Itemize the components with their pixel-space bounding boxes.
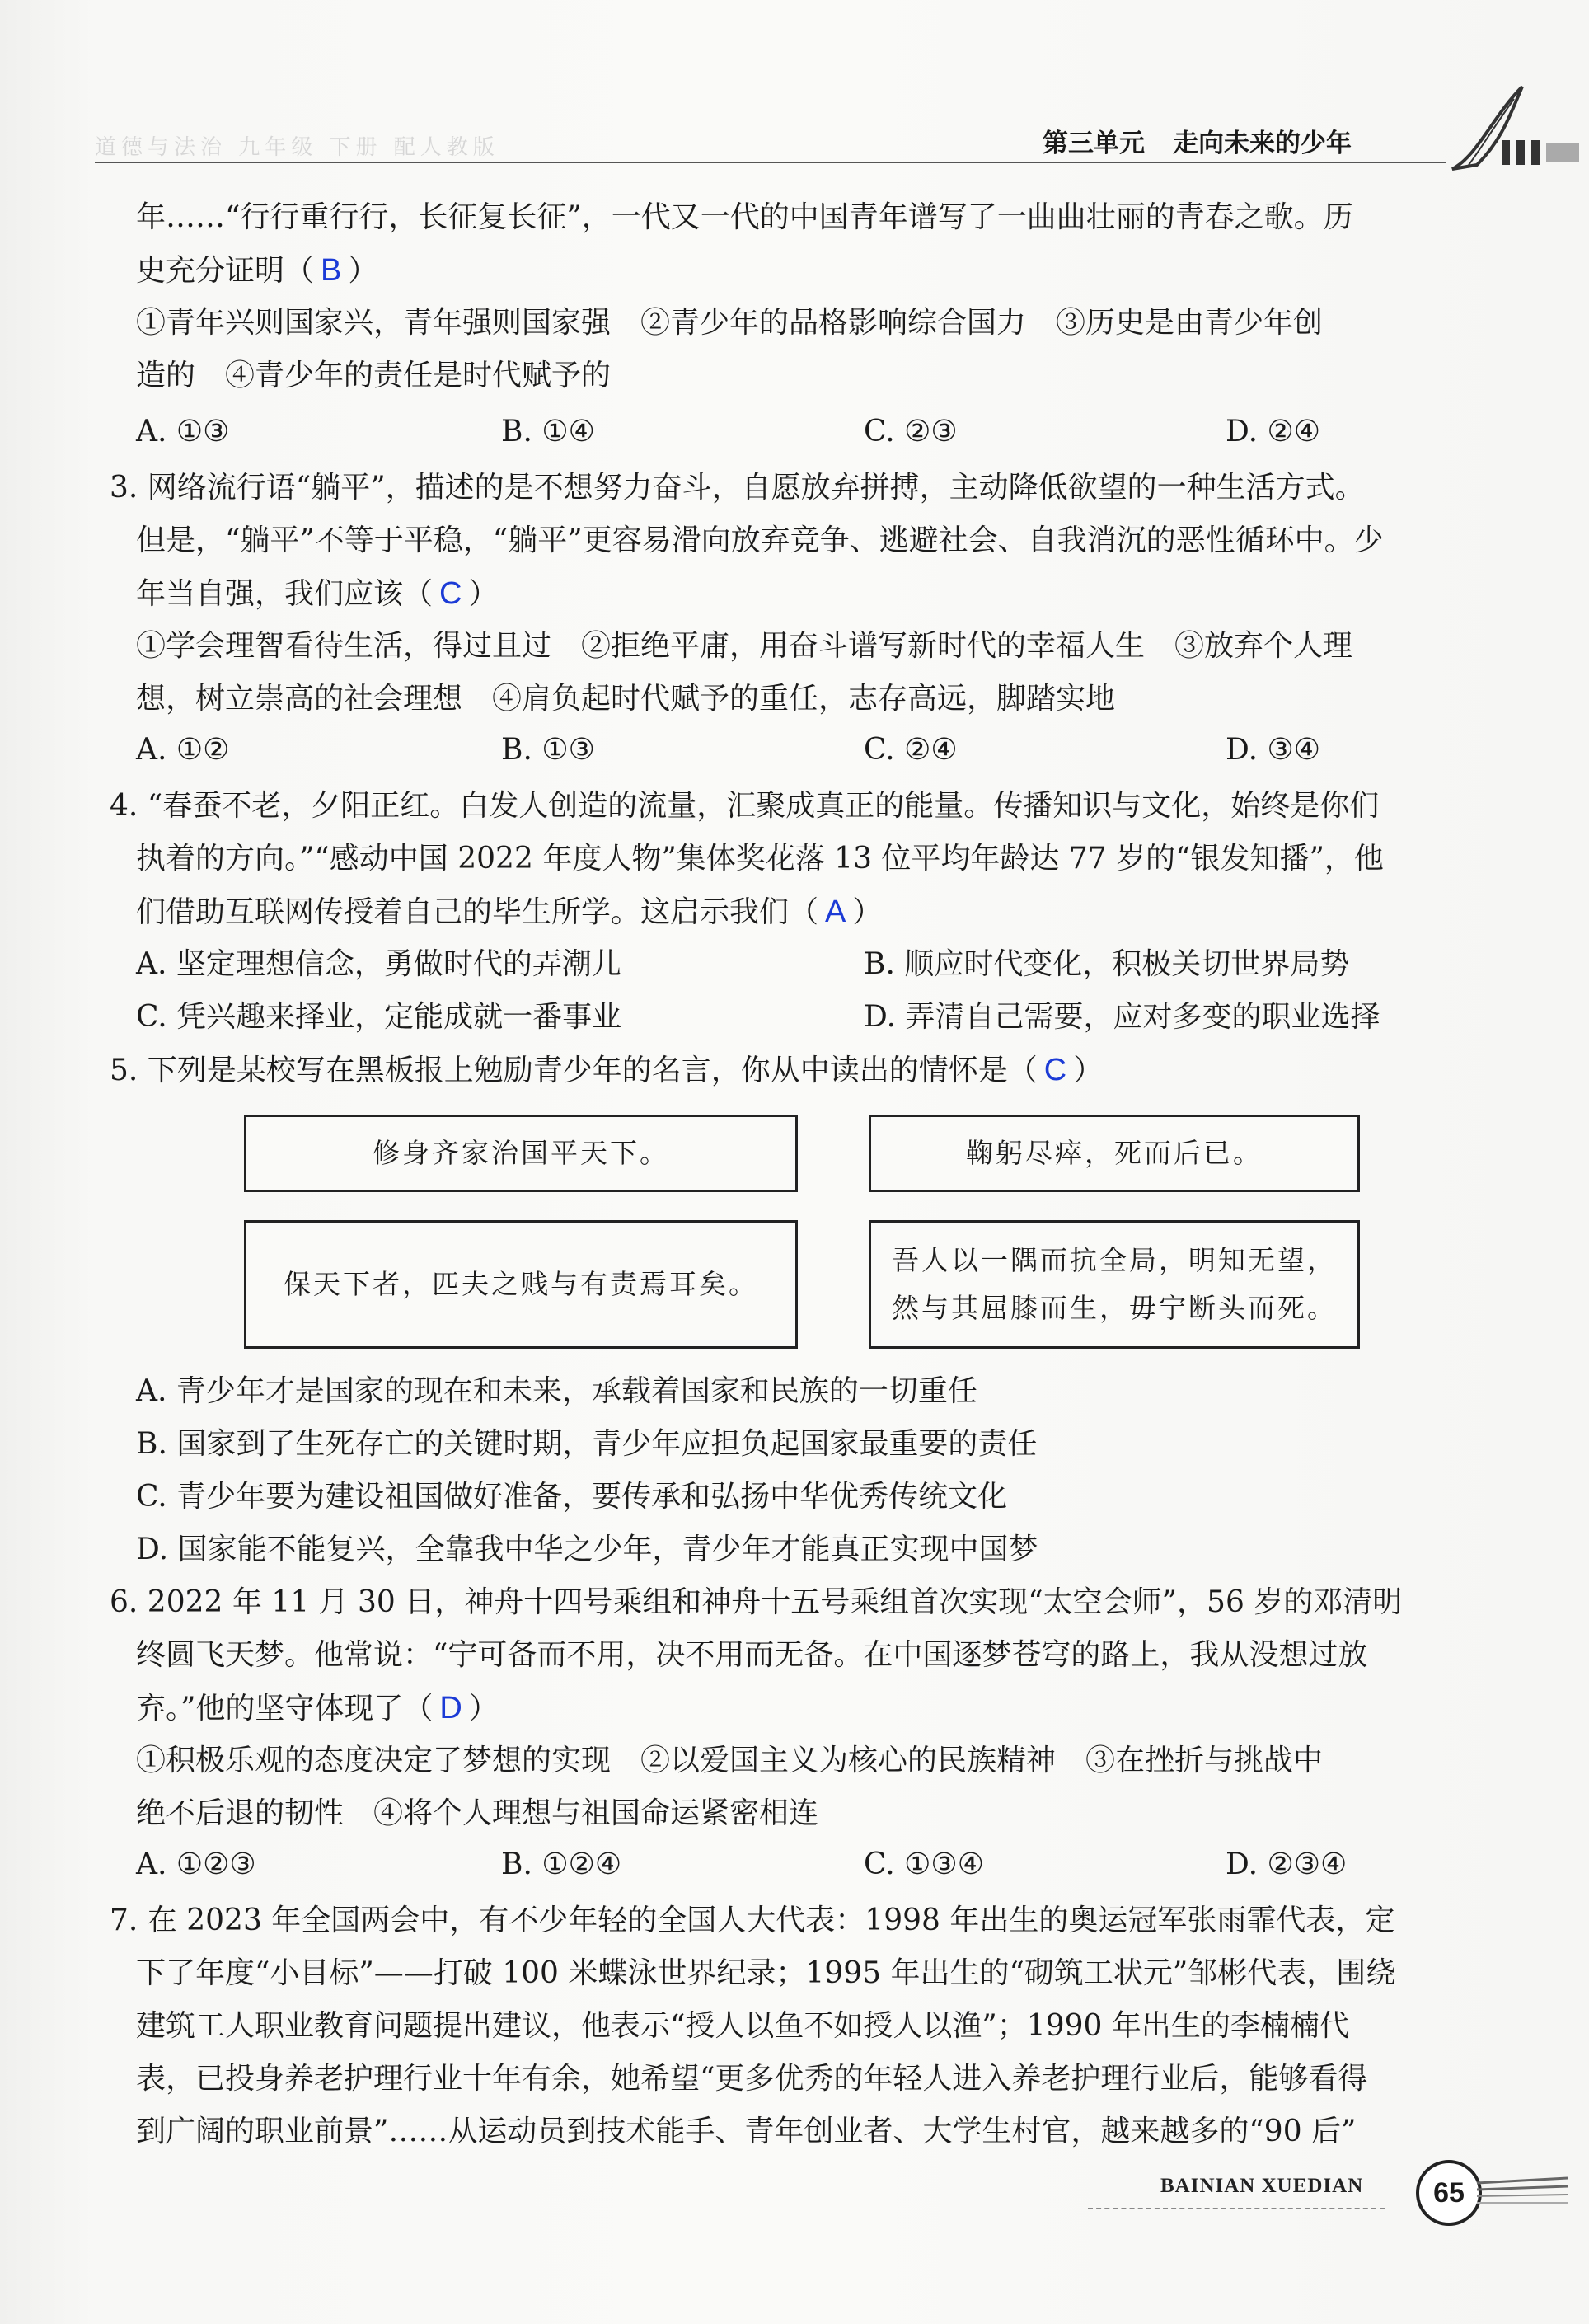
q3-line-1: 3. 网络流行语“躺平”，描述的是不想努力奋斗，自愿放弃拼搏，主动降低欲望的一种生活方式。: [110, 471, 1365, 505]
q7-line-4: 表，已投身养老护理行业十年有余，她希望“更多优秀的年轻人进入养老护理行业后，能够看得: [136, 2062, 1368, 2096]
q6-option-d: D. ②③④: [1226, 1847, 1348, 1881]
q4-stem-close: ）: [852, 895, 883, 929]
q5-line-1: [110, 1050, 1103, 1091]
q2-option-c: C. ②③: [864, 415, 958, 448]
q3-line-2: 但是，“躺平”不等于平稳，“躺平”更容易滑向放弃竞争、逃避社会、自我消沉的恶性循环中。少: [136, 523, 1384, 557]
q6-statement-1: ①积极乐观的态度决定了梦想的实现 ②以爱国主义为核心的民族精神 ③在挫折与挑战中: [136, 1744, 1324, 1777]
q6-line-3: [136, 1688, 499, 1729]
q5-option-b: B. 国家到了生死存亡的关键时期，青少年应担负起国家最重要的责任: [136, 1427, 1038, 1461]
q6-line-1: 6. 2022 年 11 月 30 日，神舟十四号乘组和神舟十五号乘组首次实现“太空会师”，56 岁的邓清明: [110, 1585, 1403, 1619]
q7-line-5: 到广阔的职业前景”……从运动员到技术能手、青年创业者、大学生村官，越来越多的“90 后”: [136, 2115, 1357, 2148]
q3-stem-close: ）: [468, 577, 499, 611]
q5-stem-close: ）: [1073, 1054, 1104, 1087]
publisher-name: BAINIAN XUEDIAN: [1160, 2175, 1364, 2197]
q4-option-a: A. 坚定理想信念，勇做时代的弄潮儿: [136, 947, 621, 981]
q6-option-b: B. ①②④: [501, 1847, 622, 1881]
q4-stem: 们借助互联网传授着自己的毕生所学。这启示我们（: [136, 895, 819, 929]
q3-line-3: [136, 574, 498, 614]
unit-title: [1043, 122, 1352, 159]
unit-label: 第三单元: [1043, 129, 1145, 158]
header-rule: [95, 162, 1446, 163]
q6-answer: D: [439, 1691, 462, 1725]
q2-option-b: B. ①④: [501, 415, 595, 448]
q3-option-b: B. ①③: [501, 733, 595, 767]
q6-option-c: C. ①③④: [864, 1847, 984, 1881]
q5-answer: C: [1043, 1053, 1067, 1087]
q2-option-a: A. ①③: [136, 415, 230, 448]
footer-dashed-rule: [1088, 2208, 1385, 2209]
q3-statement-2: 想，树立崇高的社会理想 ④肩负起时代赋予的重任，志存高远，脚踏实地: [136, 682, 1116, 716]
q4-option-b: B. 顺应时代变化，积极关切世界局势: [864, 947, 1350, 981]
quote-box-2: 鞠躬尽瘁，死而后已。: [869, 1115, 1360, 1192]
page-number: 65: [1416, 2160, 1482, 2226]
quote-box-4-line-2: 然与其屈膝而生，毋宁断头而死。: [892, 1292, 1337, 1324]
q4-line-3: [136, 892, 882, 932]
q4-answer: A: [825, 894, 846, 929]
q5-option-a: A. 青少年才是国家的现在和未来，承载着国家和民族的一切重任: [136, 1374, 977, 1408]
q2-statement-1: ①青年兴则国家兴，青年强则国家强 ②青少年的品格影响综合国力 ③历史是由青少年创: [136, 306, 1324, 340]
q3-option-d: D. ③④: [1226, 733, 1321, 767]
footer-stripes-icon: [1477, 2176, 1568, 2209]
q2-statement-2: 造的 ④青少年的责任是时代赋予的: [136, 359, 612, 392]
q7-line-3: 建筑工人职业教育问题提出建议，他表示“授人以鱼不如授人以渔”；1990 年出生的李楠楠代: [136, 2009, 1349, 2043]
q5-option-d: D. 国家能不能复兴，全靠我中华之少年，青少年才能真正实现中国梦: [136, 1533, 1038, 1566]
feather-logo-icon: [1444, 82, 1584, 173]
quote-box-4: [869, 1220, 1360, 1349]
q6-stem-close: ）: [468, 1692, 499, 1725]
q2-line-2: [136, 251, 377, 291]
q3-stem: 年当自强，我们应该（: [136, 577, 434, 611]
q6-stem: 弃。”他的坚守体现了（: [136, 1692, 434, 1725]
unit-name: 走向未来的少年: [1173, 129, 1352, 158]
q5-stem: 5. 下列是某校写在黑板报上勉励青少年的名言，你从中读出的情怀是（: [110, 1054, 1038, 1087]
quote-box-3: 保天下者，匹夫之贱与有责焉耳矣。: [244, 1220, 798, 1349]
q2-stem: 史充分证明（: [136, 254, 315, 288]
q3-answer: C: [439, 576, 462, 611]
quote-box-1: 修身齐家治国平天下。: [244, 1115, 798, 1192]
q3-statement-1: ①学会理智看待生活，得过且过 ②拒绝平庸，用奋斗谱写新时代的幸福人生 ③放弃个人理: [136, 629, 1353, 663]
bleed-through-header: 道德与法治 九年级 下册 配人教版: [95, 135, 499, 160]
q2-stem-close: ）: [348, 254, 378, 288]
q7-line-1: 7. 在 2023 年全国两会中，有不少年轻的全国人大代表：1998 年出生的奥运冠军张雨霏代表，定: [110, 1904, 1395, 1937]
q5-option-c: C. 青少年要为建设祖国做好准备，要传承和弘扬中华优秀传统文化: [136, 1480, 1008, 1514]
q2-answer: B: [321, 253, 342, 288]
quote-box-4-line-1: 吾人以一隅而抗全局，明知无望，: [892, 1244, 1337, 1276]
q6-option-a: A. ①②③: [136, 1847, 256, 1881]
q3-option-a: A. ①②: [136, 733, 230, 767]
q4-line-1: 4. “春蚕不老，夕阳正红。白发人创造的流量，汇聚成真正的能量。传播知识与文化，始终是你们: [110, 789, 1380, 823]
q6-statement-2: 绝不后退的韧性 ④将个人理想与祖国命运紧密相连: [136, 1796, 819, 1830]
q4-line-2: 执着的方向。”“感动中国 2022 年度人物”集体奖花落 13 位平均年龄达 77 岁的“银发知播”，他: [136, 842, 1384, 876]
q2-line-1: 年……“行行重行行，长征复长征”，一代又一代的中国青年谱写了一曲曲壮丽的青春之歌。历: [136, 200, 1353, 234]
q3-option-c: C. ②④: [864, 733, 958, 767]
q6-line-2: 终圆飞天梦。他常说：“宁可备而不用，决不用而无备。在中国逐梦苍穹的路上，我从没想过放: [136, 1638, 1368, 1672]
q7-line-2: 下了年度“小目标”——打破 100 米蝶泳世界纪录；1995 年出生的“砌筑工状元”邹彬代表，围绕: [136, 1956, 1396, 1990]
q2-option-d: D. ②④: [1226, 415, 1321, 448]
q4-option-d: D. 弄清自己需要，应对多变的职业选择: [864, 1000, 1380, 1034]
q4-option-c: C. 凭兴趣来择业，定能成就一番事业: [136, 1000, 622, 1034]
